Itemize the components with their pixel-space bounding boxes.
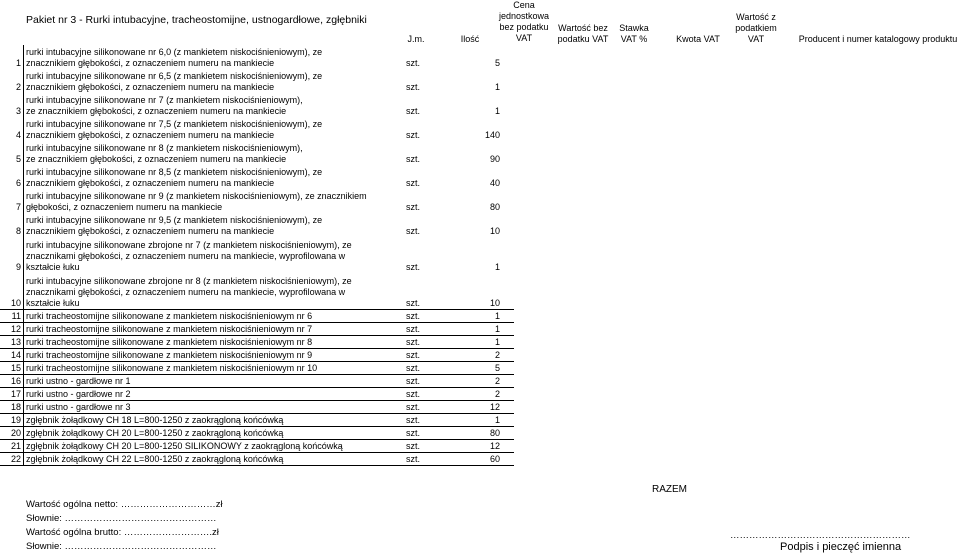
row-description: rurki ustno - gardłowe nr 2 (24, 387, 404, 400)
row-description: rurki intubacyjne silikonowane zbrojone nr 7 (z mankietem niskociśnieniowym), ze znacznikami głębokości, z oznaczeniem numeru na mankiecie, wyprofilowana w kształcie łuku (24, 237, 404, 273)
row-description: rurki tracheostomijne silikonowane z mankietem niskociśnieniowym nr 9 (24, 348, 404, 361)
row-number: 1 (15, 58, 21, 68)
header-wartosc-z: Wartość z podatkiem VAT (735, 12, 777, 44)
row-unit: szt. (403, 452, 445, 465)
row-quantity: 2 (445, 387, 514, 400)
row-description: rurki intubacyjne silikonowane nr 6,5 (z mankietem niskociśnieniowym), ze znacznikiem głębokości, z oznaczeniem numeru na mankiecie (24, 69, 404, 93)
row-unit: szt. (403, 335, 445, 348)
signature-line: ………………………………………………… (730, 530, 911, 541)
row-number: 12 (0, 322, 24, 335)
row-description: rurki tracheostomijne silikonowane z mankietem niskociśnieniowym nr 6 (24, 309, 404, 322)
row-quantity: 12 (445, 400, 514, 413)
row-quantity: 1 (445, 309, 514, 322)
table-row (0, 400, 514, 413)
header-jm: J.m. (407, 34, 425, 44)
table-row (0, 309, 514, 322)
row-quantity: 12 (445, 439, 514, 452)
row-number: 14 (0, 348, 24, 361)
table-row (0, 45, 514, 69)
row-unit: szt. (406, 106, 421, 116)
row-number: 19 (0, 413, 24, 426)
row-number: 11 (0, 309, 24, 322)
row-description: rurki intubacyjne silikonowane nr 9,5 (z mankietem niskociśnieniowym), ze znacznikiem głębokości, z oznaczeniem numeru na mankiecie (24, 213, 404, 237)
row-unit: szt. (403, 387, 445, 400)
row-number: 21 (0, 439, 24, 452)
row-number: 18 (0, 400, 24, 413)
row-number: 15 (0, 361, 24, 374)
table-row (0, 387, 514, 400)
row-number: 6 (15, 178, 21, 188)
row-unit: szt. (403, 348, 445, 361)
row-unit: szt. (406, 130, 421, 140)
table-row (0, 426, 514, 439)
row-unit: szt. (403, 439, 445, 452)
row-description: rurki intubacyjne silikonowane nr 8 (z mankietem niskociśnieniowym), ze znacznikiem głębokości, z oznaczeniem numeru na mankiecie (24, 141, 404, 165)
row-unit: szt. (406, 226, 421, 236)
row-description: zgłębnik żołądkowy CH 20 L=800-1250 z zaokrągloną końcówką (24, 426, 404, 439)
row-unit: szt. (406, 58, 421, 68)
footer-slownie-brutto: Słownie: ………………………………………… (26, 541, 217, 552)
header-cena: Cena jednostkowa bez podatku VAT (498, 0, 550, 43)
row-quantity: 1 (494, 82, 500, 92)
row-unit: szt. (403, 374, 445, 387)
row-quantity: 2 (445, 374, 514, 387)
row-unit: szt. (403, 413, 445, 426)
row-quantity: 1 (445, 413, 514, 426)
row-number: 3 (15, 106, 21, 116)
row-description: rurki intubacyjne silikonowane nr 8,5 (z mankietem niskociśnieniowym), ze znacznikiem głębokości, z oznaczeniem numeru na mankiecie (24, 165, 404, 189)
row-number: 10 (10, 297, 21, 308)
table-row (0, 141, 514, 165)
table-row (0, 374, 514, 387)
row-quantity: 140 (484, 130, 500, 140)
table-row (0, 361, 514, 374)
row-quantity: 1 (494, 106, 500, 116)
items-table (0, 45, 514, 466)
razem-label: RAZEM (652, 484, 687, 495)
row-unit: szt. (403, 361, 445, 374)
table-row (0, 165, 514, 189)
row-quantity: 80 (489, 202, 500, 212)
row-number: 4 (15, 130, 21, 140)
footer-netto: Wartość ogólna netto: …………………………zł (26, 499, 223, 510)
row-quantity: 1 (445, 322, 514, 335)
table-row (0, 452, 514, 465)
row-number: 22 (0, 452, 24, 465)
row-quantity: 80 (445, 426, 514, 439)
table-row (0, 439, 514, 452)
row-number: 9 (15, 262, 21, 272)
row-quantity: 60 (445, 452, 514, 465)
row-unit: szt. (406, 82, 421, 92)
row-unit: szt. (406, 297, 421, 308)
table-row (0, 69, 514, 93)
table-row (0, 413, 514, 426)
row-description: rurki intubacyjne silikonowane zbrojone nr 8 (z mankietem niskociśnieniowym), ze znacznikami głębokości, z oznaczeniem numeru na mankiecie, wyprofilowana w kształcie łuku (24, 273, 404, 309)
row-quantity: 5 (445, 361, 514, 374)
row-number: 16 (0, 374, 24, 387)
table-row (0, 237, 514, 273)
row-description: rurki ustno - gardłowe nr 1 (24, 374, 404, 387)
row-quantity: 5 (494, 58, 500, 68)
table-row (0, 93, 514, 117)
row-quantity: 1 (494, 262, 500, 272)
header-kwota: Kwota VAT (676, 34, 720, 44)
document-title: Pakiet nr 3 - Rurki intubacyjne, tracheostomijne, ustnogardłowe, zgłębniki (26, 14, 367, 26)
row-description: rurki ustno - gardłowe nr 3 (24, 400, 404, 413)
row-unit: szt. (406, 154, 421, 164)
row-description: rurki intubacyjne silikonowane nr 7 (z mankietem niskociśnieniowym), ze znacznikiem głębokości, z oznaczeniem numeru na mankiecie (24, 93, 404, 117)
table-row (0, 335, 514, 348)
row-description: rurki tracheostomijne silikonowane z mankietem niskociśnieniowym nr 10 (24, 361, 404, 374)
header-stawka: Stawka VAT % (619, 23, 649, 44)
row-description: zgłębnik żołądkowy CH 18 L=800-1250 z zaokrągloną końcówką (24, 413, 404, 426)
row-quantity: 40 (489, 178, 500, 188)
table-row (0, 273, 514, 309)
table-row (0, 348, 514, 361)
row-description: rurki tracheostomijne silikonowane z mankietem niskociśnieniowym nr 7 (24, 322, 404, 335)
row-number: 5 (15, 154, 21, 164)
row-description: rurki intubacyjne silikonowane nr 6,0 (z mankietem niskociśnieniowym), ze znacznikiem głębokości, z oznaczeniem numeru na mankiecie (24, 45, 404, 69)
row-unit: szt. (403, 400, 445, 413)
table-row (0, 117, 514, 141)
row-number: 20 (0, 426, 24, 439)
row-description: rurki tracheostomijne silikonowane z mankietem niskociśnieniowym nr 8 (24, 335, 404, 348)
row-quantity: 10 (489, 297, 500, 308)
row-quantity: 90 (489, 154, 500, 164)
row-number: 2 (15, 82, 21, 92)
header-producent: Producent i numer katalogowy produktu (798, 34, 958, 44)
row-quantity: 1 (445, 335, 514, 348)
footer-brutto: Wartość ogólna brutto: ……………………….zł (26, 527, 219, 538)
table-row (0, 189, 514, 213)
header-wartosc-bez: Wartość bez podatku VAT (557, 23, 609, 44)
row-unit: szt. (403, 322, 445, 335)
row-unit: szt. (406, 202, 421, 212)
row-number: 8 (15, 226, 21, 236)
row-quantity: 10 (489, 226, 500, 236)
row-unit: szt. (406, 178, 421, 188)
row-description: rurki intubacyjne silikonowane nr 9 (z mankietem niskociśnieniowym), ze znacznikiem głębokości, z oznaczeniem numeru na mankiecie (24, 189, 404, 213)
header-ilosc: Ilość (460, 34, 480, 44)
row-description: zgłębnik żołądkowy CH 20 L=800-1250 SILIKONOWY z zaokrągloną końcówką (24, 439, 404, 452)
row-description: rurki intubacyjne silikonowane nr 7,5 (z mankietem niskociśnieniowym), ze znacznikiem głębokości, z oznaczeniem numeru na mankiecie (24, 117, 404, 141)
row-number: 7 (15, 202, 21, 212)
row-number: 17 (0, 387, 24, 400)
row-unit: szt. (406, 262, 421, 272)
row-unit: szt. (403, 426, 445, 439)
footer-slownie-netto: Słownie: ………………………………………… (26, 513, 217, 524)
table-row (0, 213, 514, 237)
row-description: zgłębnik żołądkowy CH 22 L=800-1250 z zaokrągloną końcówką (24, 452, 404, 465)
row-quantity: 2 (445, 348, 514, 361)
signature-label: Podpis i pieczęć imienna (780, 541, 902, 553)
table-row (0, 322, 514, 335)
row-number: 13 (0, 335, 24, 348)
row-unit: szt. (403, 309, 445, 322)
